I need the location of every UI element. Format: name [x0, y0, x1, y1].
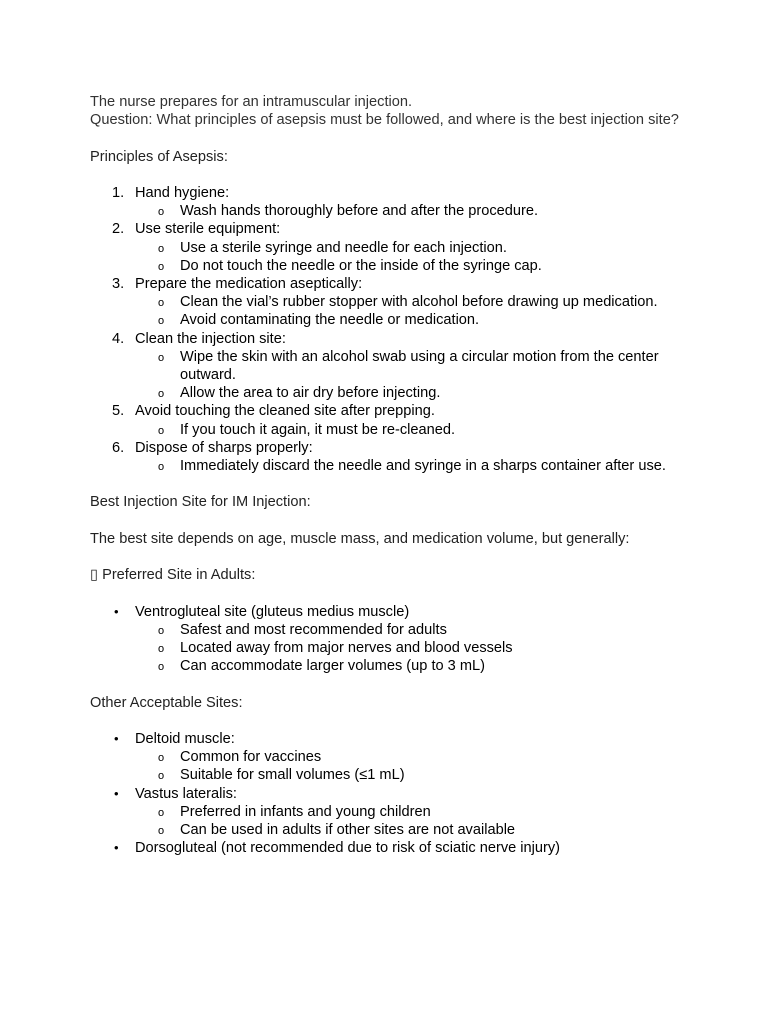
sub-item	[135, 748, 680, 766]
item-label: Dorsogluteal (not recommended due to risk of sciatic nerve injury)	[135, 840, 561, 857]
question-line: Question: What principles of asepsis must be followed, and where is the best injection site?	[90, 112, 679, 129]
sub-item	[135, 821, 680, 839]
circle-bullet-icon: o	[158, 424, 165, 437]
best-site-text: The best site depends on age, muscle mass, and medication volume, but generally:	[90, 530, 630, 547]
sub-item-text: Safest and most recommended for adults	[180, 621, 447, 638]
sub-item	[135, 457, 680, 475]
sub-item-text: Do not touch the needle or the inside of the syringe cap.	[180, 257, 542, 274]
bullet-icon: •	[114, 730, 119, 746]
other-site-item	[90, 839, 680, 857]
sub-item-text: Preferred in infants and young children	[180, 803, 431, 820]
sub-item-text: If you touch it again, it must be re-cleaned.	[180, 421, 456, 438]
item-label: Dispose of sharps properly:	[135, 439, 313, 456]
sub-item-text: Immediately discard the needle and syringe in a sharps container after use.	[180, 458, 666, 475]
preferred-list	[90, 603, 680, 676]
sub-item	[135, 766, 680, 784]
circle-bullet-icon: o	[158, 825, 165, 837]
item-number: 2.	[112, 221, 125, 238]
bullet-icon: •	[114, 840, 119, 856]
sub-item	[135, 803, 680, 821]
sub-item	[135, 621, 680, 639]
circle-bullet-icon: o	[158, 351, 165, 364]
sub-item-text: Clean the vial’s rubber stopper with alcohol before drawing up medication.	[180, 294, 658, 311]
asepsis-list	[90, 184, 680, 475]
sub-item	[135, 239, 680, 257]
sub-item	[135, 421, 680, 439]
item-label: Clean the injection site:	[135, 330, 286, 347]
item-number: 4.	[112, 330, 125, 347]
item-number: 1.	[112, 184, 125, 201]
item-label: Vastus lateralis:	[135, 785, 237, 802]
circle-bullet-icon: o	[158, 461, 165, 474]
sub-item-text: Use a sterile syringe and needle for each injection.	[180, 239, 507, 256]
item-label: Avoid touching the cleaned site after prepping.	[135, 403, 435, 420]
other-site-item	[90, 785, 680, 840]
sub-item	[135, 293, 680, 311]
circle-bullet-icon: o	[158, 260, 165, 273]
sub-item-text: Suitable for small volumes (≤1 mL)	[180, 767, 405, 784]
item-label: Ventrogluteal site (gluteus medius muscle)	[135, 603, 410, 620]
bullet-icon: •	[114, 603, 119, 619]
circle-bullet-icon: o	[158, 315, 165, 328]
document-page	[90, 93, 680, 857]
circle-bullet-icon: o	[158, 752, 165, 765]
sub-item	[135, 657, 680, 675]
item-number: 3.	[112, 276, 125, 292]
item-label: Deltoid muscle:	[135, 730, 235, 747]
other-sites-list	[90, 730, 680, 857]
best-site-heading: Best Injection Site for IM Injection:	[90, 494, 311, 511]
item-label: Use sterile equipment:	[135, 221, 281, 238]
bullet-icon: •	[114, 785, 119, 801]
item-number: 5.	[112, 403, 125, 420]
asepsis-item	[90, 402, 680, 438]
circle-bullet-icon: o	[158, 297, 165, 310]
asepsis-heading: Principles of Asepsis:	[90, 148, 228, 165]
sub-item	[135, 257, 680, 275]
circle-bullet-icon: o	[158, 806, 165, 819]
sub-item-text: Wipe the skin with an alcohol swab using a circular motion from the center outward.	[180, 348, 659, 384]
item-number: 6.	[112, 439, 125, 456]
circle-bullet-icon: o	[158, 388, 165, 401]
asepsis-item	[90, 220, 680, 275]
sub-item-text: Common for vaccines	[180, 749, 322, 766]
item-label: Hand hygiene:	[135, 184, 230, 201]
circle-bullet-icon: o	[158, 242, 165, 255]
other-sites-heading: Other Acceptable Sites:	[90, 694, 243, 711]
other-site-item	[90, 730, 680, 785]
sub-item	[135, 384, 680, 402]
sub-item	[135, 311, 680, 329]
circle-bullet-icon: o	[158, 624, 165, 637]
circle-bullet-icon: o	[158, 206, 165, 219]
sub-item-text: Wash hands thoroughly before and after the procedure.	[180, 203, 539, 220]
sub-item-text: Can accommodate larger volumes (up to 3 mL)	[180, 658, 485, 675]
preferred-heading: ▯ Preferred Site in Adults:	[90, 567, 256, 584]
sub-item-text: Can be used in adults if other sites are not available	[180, 822, 516, 838]
asepsis-item	[90, 275, 680, 330]
intro-line: The nurse prepares for an intramuscular injection.	[90, 94, 413, 110]
sub-item	[135, 639, 680, 657]
asepsis-item	[90, 330, 680, 403]
sub-item-text: Located away from major nerves and blood vessels	[180, 640, 513, 656]
asepsis-item	[90, 184, 680, 220]
circle-bullet-icon: o	[158, 643, 165, 655]
asepsis-item	[90, 439, 680, 475]
circle-bullet-icon: o	[158, 770, 165, 783]
sub-item-text: Avoid contaminating the needle or medication.	[180, 312, 480, 329]
sub-item	[135, 348, 680, 384]
sub-item-text: Allow the area to air dry before injecting.	[180, 385, 441, 402]
preferred-item	[90, 603, 680, 676]
intro-section	[90, 93, 680, 129]
item-label: Prepare the medication aseptically:	[135, 276, 363, 292]
sub-item	[135, 202, 680, 220]
circle-bullet-icon: o	[158, 661, 165, 674]
